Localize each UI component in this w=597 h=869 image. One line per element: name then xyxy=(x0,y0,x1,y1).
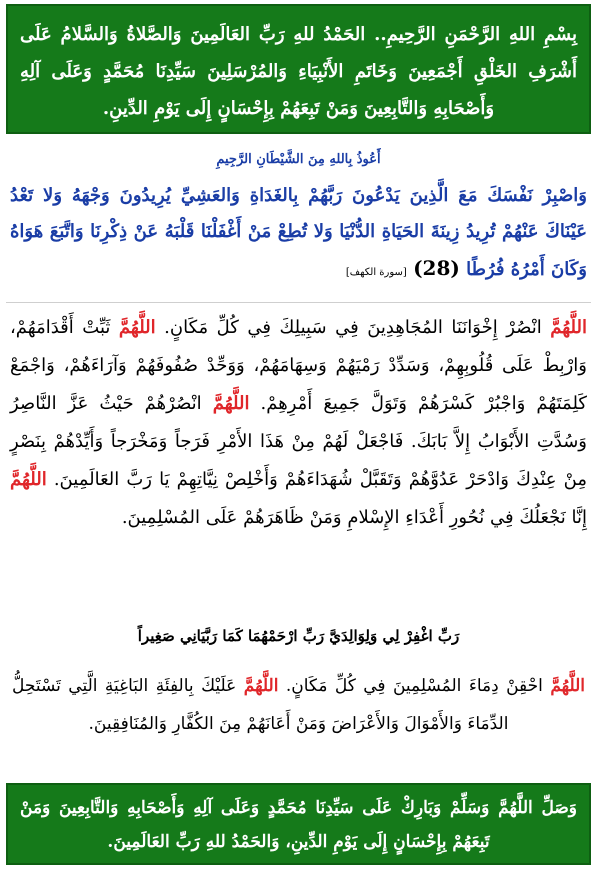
dua-part-4: إِنَّا نَجْعَلُكَ فِي نُحُورِ أَعْدَاءِ الإِسْلامِ وَمَنْ ظَاهَرَهُمْ عَلَى المُسْلِمِينَ. xyxy=(121,507,587,528)
intro-box xyxy=(6,4,591,134)
dua-part-3: انْصُرْهُمْ حَيْثُ عَزَّ النَّاصِرُ وَسُدَّتِ الأَبْوَابُ إِلاَّ بَابَكَ. فَاجْعَلْ لَهُمْ مِنْ هَذَا الأَمْرِ فَرَجاً وَمَخْرَجاً وَأَيِّدْهُمْ بِنَصْرٍ مِنْ عِنْدِكَ وَادْحَرْ عَدُوَّهُمْ وَتَقَبَّلْ شُهَدَاءَهُمْ وَأَخْلِصْ نِيَّاتِهِمْ يَا رَبَّ العَالَمِينَ. xyxy=(10,393,587,490)
allahumma-6: اللَّهُمَّ xyxy=(243,676,279,696)
surah-reference: [سورة الكهف] xyxy=(345,267,407,278)
ayah-number: (28) xyxy=(413,256,460,280)
dua-sec-part-2: عَلَيْكَ بِالفِئَةِ البَاغِيَةِ الَّتِي تَسْتَحِلُّ الدِّمَاءَ وَالأَمْوَالَ وَالأَعْرَاضَ وَمَنْ أَعَانَهُمْ مِنَ الكُفَّارِ وَالمُنَافِقِينَ. xyxy=(12,676,509,734)
section-divider xyxy=(6,302,591,303)
closing-text: وَصَلِّ اللَّهُمَّ وَسَلِّمْ وَبَارِكْ عَلَى سَيِّدِنَا مُحَمَّدٍ وَعَلَى آلِهِ وَأَصْحَابِهِ وَالتَّابِعِينَ وَمَنْ تَبِعَهُمْ بِإِحْسَانٍ إِلَى يَوْمِ الدِّينِ، وَالحَمْدُ للهِ رَبِّ العَالَمِينَ. xyxy=(20,798,577,852)
dua-sec-part-1: احْقِنْ دِمَاءَ المُسْلِمِينَ فِي كُلِّ مَكَانٍ. xyxy=(278,676,551,696)
quran-ayah xyxy=(6,178,591,296)
main-supplication xyxy=(6,309,591,609)
allahumma-2: اللَّهُمَّ xyxy=(118,317,156,338)
allahumma-5: اللَّهُمَّ xyxy=(550,676,586,696)
dua-part-2: ثَبِّتْ أَقْدَامَهُمْ، وَارْبِطْ عَلَى قُلُوبِهِمْ، وَسَدِّدْ رَمْيَهُمْ وَسِهَامَهُمْ، وَوَحِّدْ صُفُوفَهُمْ وَآرَاءَهُمْ، وَاجْمَعْ كَلِمَتَهُمْ وَاجْبُرْ كَسْرَهُمْ وَتَوَلَّ جَمِيعَ أَمْرِهِمْ. xyxy=(10,317,587,414)
taawwudh-line: أَعُوذُ بِاللهِ مِنَ الشَّيْطَانِ الرَّجِيمِ xyxy=(216,152,381,167)
closing-box xyxy=(6,783,591,865)
allahumma-1: اللَّهُمَّ xyxy=(550,317,588,338)
dua-part-1: انْصُرْ إِخْوَانَنَا المُجَاهِدِينَ فِي سَبِيلِكَ فِي كُلِّ مَكَانٍ. xyxy=(155,317,551,338)
intro-text: بِسْمِ اللهِ الرَّحْمَنِ الرَّحِيمِ.. الحَمْدُ للهِ رَبِّ العَالَمِينَ وَالصَّلاةُ وَالسَّلامُ عَلَى أَشْرَفِ الخَلْقِ أَجْمَعِينَ وَخَاتَمِ الأَنْبِيَاءِ وَالمُرْسَلِينَ سَيِّدِنَا مُحَمَّدٍ وَعَلَى آلِهِ وَأَصْحَابِهِ وَالتَّابِعِينَ وَمَنْ تَبِعَهُمْ بِإِحْسَانٍ إِلَى يَوْمِ الدِّينِ. xyxy=(20,24,577,119)
parents-supplication: رَبِّ اغْفِرْ لِي وَلِوَالِدَيَّ رَبِّ ارْحَمْهُمَا كَمَا رَبَّيَانِي صَغِيراً xyxy=(137,627,460,645)
allahumma-4: اللَّهُمَّ xyxy=(10,469,47,490)
allahumma-3: اللَّهُمَّ xyxy=(212,393,250,414)
secondary-supplication xyxy=(6,667,591,743)
ayah-text: وَاصْبِرْ نَفْسَكَ مَعَ الَّذِينَ يَدْعُونَ رَبَّهُمْ بِالغَدَاةِ وَالعَشِيِّ يُرِيدُونَ وَجْهَهُ وَلا تَعْدُ عَيْنَاكَ عَنْهُمْ تُرِيدُ زِينَةَ الحَيَاةِ الدُّنْيَا وَلا تُطِعْ مَنْ أَغْفَلْنَا قَلْبَهُ عَنْ ذِكْرِنَا وَاتَّبَعَ هَوَاهُ وَكَانَ أَمْرُهُ فُرُطًا xyxy=(10,185,587,280)
